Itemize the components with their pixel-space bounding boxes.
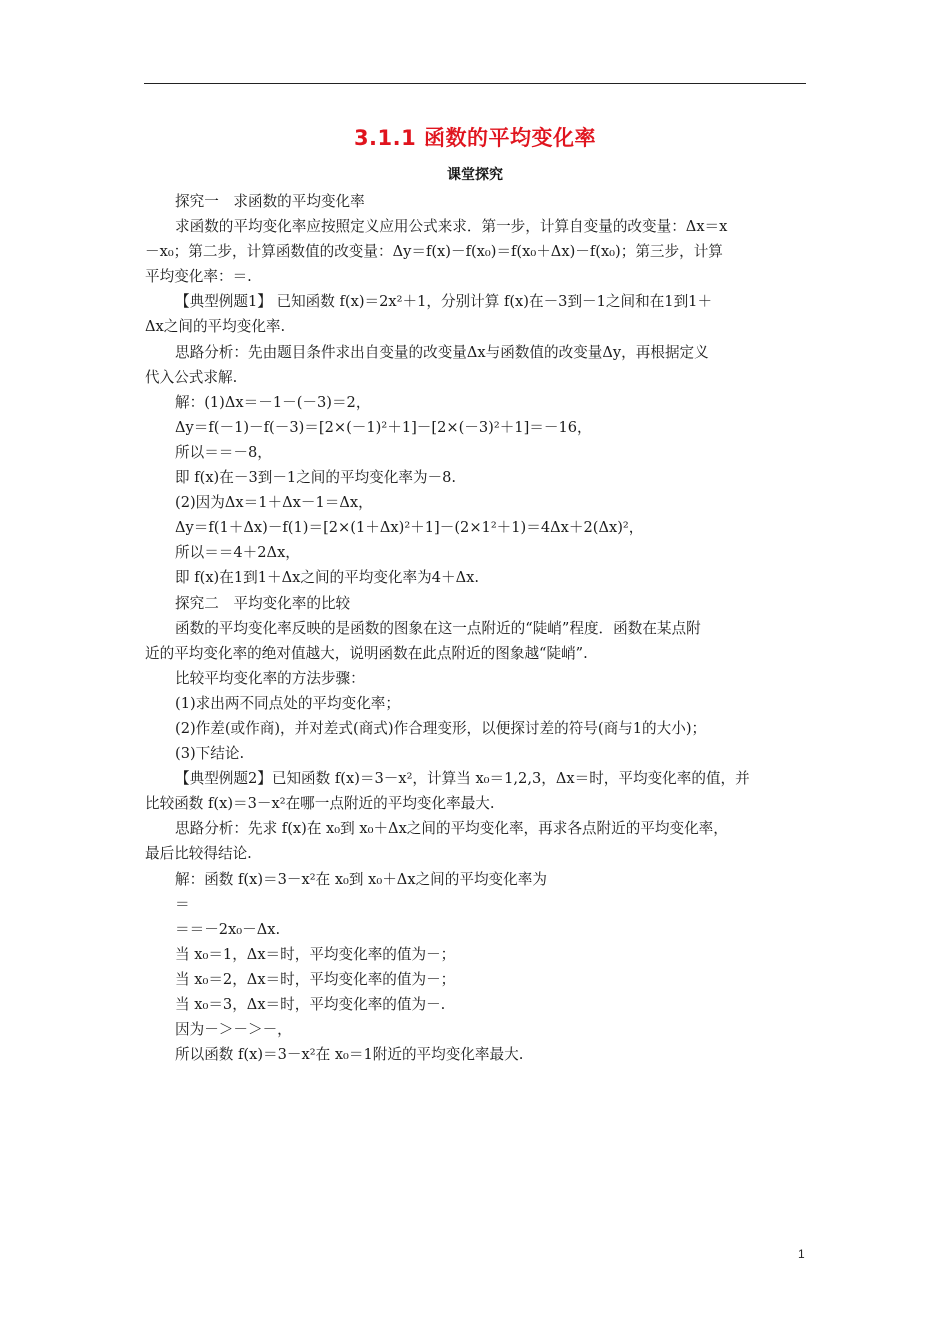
text-line: 所以＝＝4＋2Δx， <box>175 544 300 562</box>
text-line: 思路分析：先求 f(x)在 x₀到 x₀＋Δx之间的平均变化率，再求各点附近的平均变化率， <box>175 820 728 838</box>
text-line: 当 x₀＝3，Δx＝时，平均变化率的值为－. <box>175 996 446 1013</box>
text-line: 函数的平均变化率反映的是函数的图象在这一点附近的“陡峭”程度．函数在某点附 <box>175 619 701 637</box>
text-line: 当 x₀＝1，Δx＝时，平均变化率的值为－； <box>175 945 456 963</box>
text-line: 最后比较得结论. <box>145 845 252 863</box>
text-line: 【典型例题1】 已知函数 f(x)＝2x²＋1，分别计算 f(x)在－3到－1之间和在1到1＋ <box>175 293 713 311</box>
text-line: 即 f(x)在－3到－1之间的平均变化率为－8. <box>175 469 457 487</box>
text-line: 所以＝＝－8， <box>175 443 272 461</box>
text-line: 思路分析：先由题目条件求出自变量的改变量Δx与函数值的改变量Δy，再根据定义 <box>175 343 709 361</box>
text-line: ＝ <box>175 895 190 913</box>
text-line: 即 f(x)在1到1＋Δx之间的平均变化率为4＋Δx. <box>175 569 480 587</box>
text-line: 探究二 平均变化率的比较 <box>175 594 351 612</box>
text-line: (1)求出两不同点处的平均变化率； <box>175 694 400 712</box>
text-line: 平均变化率：＝. <box>145 268 252 286</box>
document-body <box>145 189 806 1067</box>
text-line: (2)因为Δx＝1＋Δx－1＝Δx， <box>175 494 373 512</box>
text-line: －x₀；第二步，计算函数值的改变量：Δy＝f(x)－f(x₀)＝f(x₀＋Δx)－f(x₀)；第三步，计算 <box>145 243 723 261</box>
text-line: 解：(1)Δx＝－1－(－3)＝2， <box>175 393 371 411</box>
text-line: 近的平均变化率的绝对值越大，说明函数在此点附近的图象越“陡峭”. <box>145 644 588 662</box>
text-line: (3)下结论. <box>175 745 245 763</box>
text-line: 比较函数 f(x)＝3－x²在哪一点附近的平均变化率最大. <box>145 795 495 813</box>
text-line: 探究一 求函数的平均变化率 <box>175 193 365 210</box>
page-title: 3.1.1 函数的平均变化率 <box>353 126 597 150</box>
text-line: 因为－＞－＞－， <box>175 1021 292 1039</box>
text-line: 比较平均变化率的方法步骤： <box>175 669 365 687</box>
text-line: Δy＝f(1＋Δx)－f(1)＝[2×(1＋Δx)²＋1]－(2×1²＋1)＝4Δx＋2(Δx)²， <box>175 519 644 537</box>
text-line: 所以函数 f(x)＝3－x²在 x₀＝1附近的平均变化率最大. <box>175 1046 524 1064</box>
section-subtitle: 课堂探究 <box>447 167 503 183</box>
text-line: 解：函数 f(x)＝3－x²在 x₀到 x₀＋Δx之间的平均变化率为 <box>175 870 547 888</box>
text-line: ＝＝－2x₀－Δx. <box>175 920 281 938</box>
text-line: 【典型例题2】已知函数 f(x)＝3－x²，计算当 x₀＝1,2,3，Δx＝时，平均变化率的值，并 <box>175 770 750 788</box>
text-line: 代入公式求解. <box>145 368 238 386</box>
text-line: Δx之间的平均变化率. <box>145 318 286 336</box>
header-rule <box>144 83 806 84</box>
text-line: Δy＝f(－1)－f(－3)＝[2×(－1)²＋1]－[2×(－3)²＋1]＝－16， <box>175 418 592 436</box>
text-line: (2)作差(或作商)，并对差式(商式)作合理变形，以便探讨差的符号(商与1的大小)； <box>175 719 707 737</box>
page-number: 1 <box>798 1247 805 1261</box>
text-line: 求函数的平均变化率应按照定义应用公式来求．第一步，计算自变量的改变量：Δx＝x <box>175 218 728 236</box>
text-line: 当 x₀＝2，Δx＝时，平均变化率的值为－； <box>175 970 456 988</box>
